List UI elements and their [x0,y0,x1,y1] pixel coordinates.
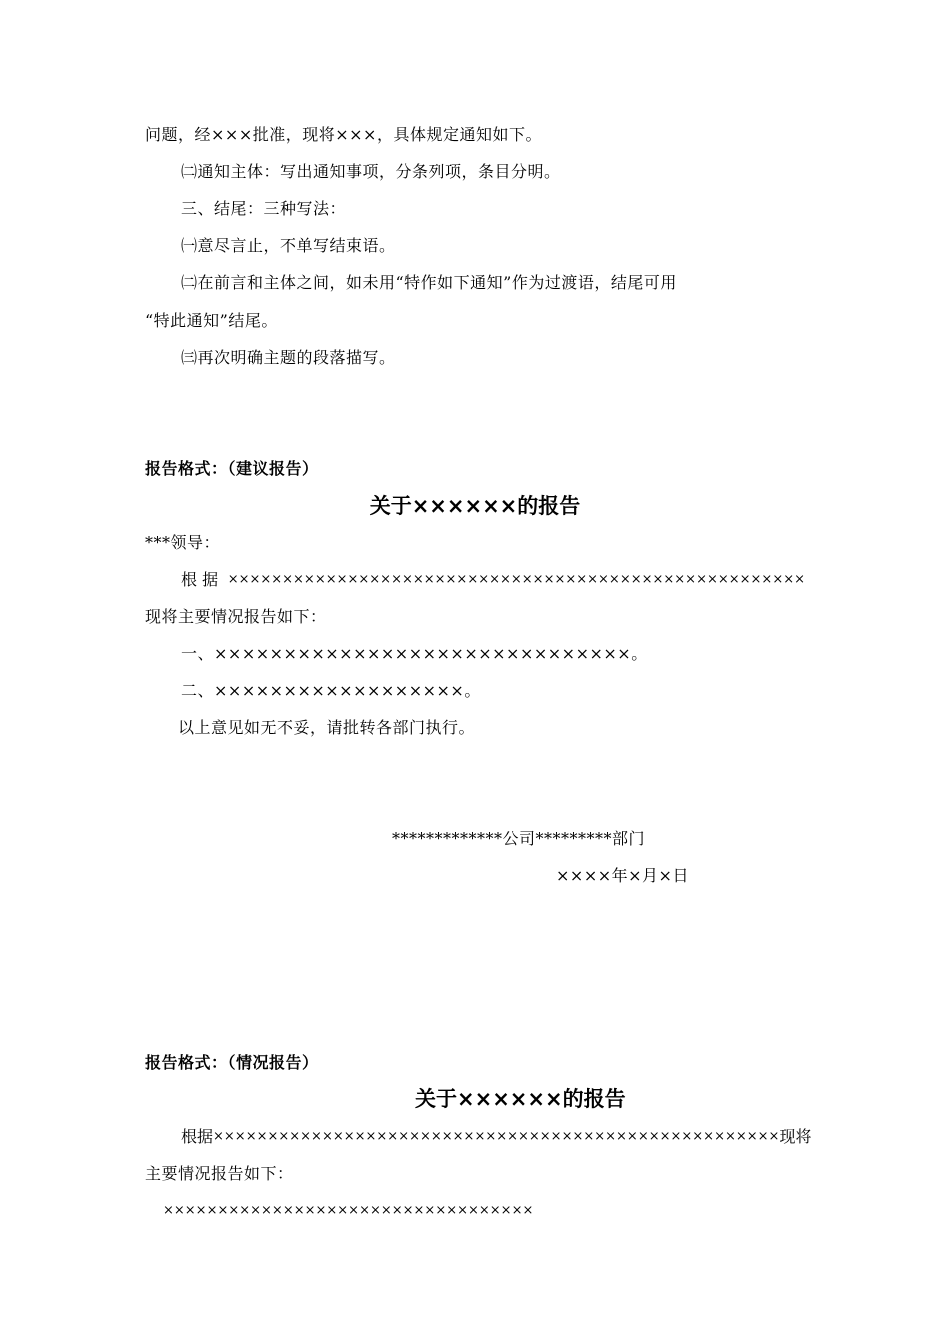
suggestion-body-placeholder: ××××××××××××××××××××××××××××××××××××××××××××××××××××× [227,572,805,587]
notice-line-6: “特此通知”结尾。 [145,311,278,330]
situation-report-title: 关于××××××的报告 [415,1087,626,1111]
suggestion-report-body-line-2: 现将主要情况报告如下： [145,607,327,626]
suggestion-report-date: ××××年×月×日 [556,866,689,885]
notice-line-3: 三、结尾：三种写法： [181,199,347,218]
situation-body-end: 现将 [779,1127,812,1146]
suggestion-report-item-2: 二、××××××××××××××××××。 [181,681,481,700]
situation-report-heading: 报告格式：（情况报告） [145,1053,319,1072]
notice-line-1: 问题，经×××批准，现将×××，具体规定通知如下。 [145,125,542,144]
situation-body-start: 根据 [181,1127,214,1146]
suggestion-report-item-1: 一、××××××××××××××××××××××××××××××。 [181,644,648,663]
suggestion-report-heading: 报告格式：（建议报告） [145,459,319,478]
suggestion-report-body-line-1 [181,569,805,591]
suggestion-report-title: 关于××××××的报告 [369,494,581,518]
notice-line-4: ㈠意尽言止，不单写结束语。 [181,236,396,255]
suggestion-body-start: 根 据 [181,570,219,589]
situation-body-placeholder: ×××××××××××××××××××××××××××××××××××××××××××××××××××× [213,1129,780,1144]
situation-report-body-line-1 [181,1126,812,1148]
suggestion-report-closing: 以上意见如无不妥，请批转各部门执行。 [178,718,476,737]
notice-line-7: ㈢再次明确主题的段落描写。 [181,348,396,367]
situation-report-body-line-3: ×××××××××××××××××××××××××××××××××× [163,1203,534,1218]
situation-report-body-line-2: 主要情况报告如下： [145,1164,294,1183]
suggestion-report-signature: *************公司*********部门 [392,829,646,848]
notice-line-2: ㈡通知主体：写出通知事项，分条列项，条目分明。 [181,162,561,181]
notice-line-5: ㈡在前言和主体之间，如未用“特作如下通知”作为过渡语，结尾可用 [181,273,677,292]
suggestion-report-salutation: ***领导： [145,533,221,552]
